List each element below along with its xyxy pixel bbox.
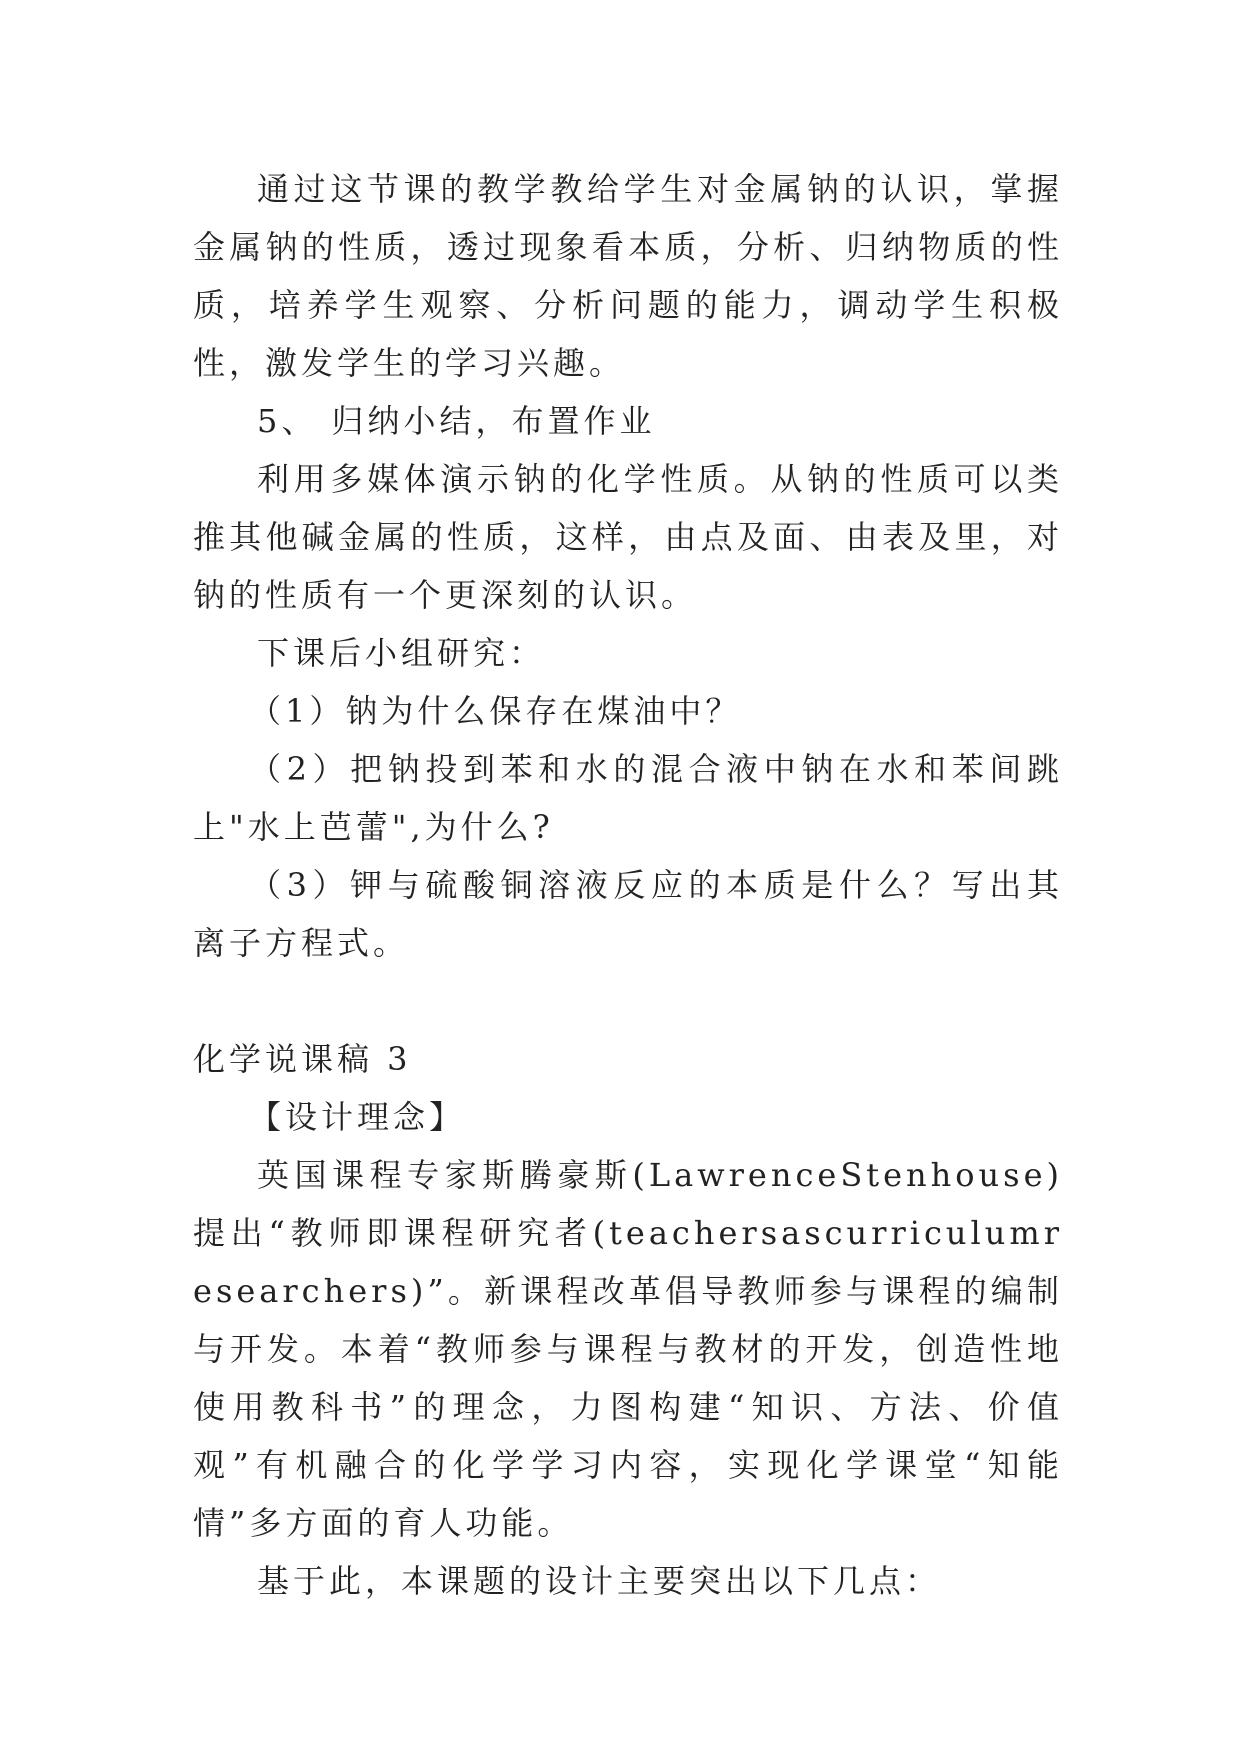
paragraph-multimedia: 利用多媒体演示钠的化学性质。从钠的性质可以类推其他碱金属的性质，这样，由点及面、由表及里，对钠的性质有一个更深刻的认识。 <box>193 460 1063 614</box>
paragraph-group-research: 下课后小组研究： <box>257 634 546 672</box>
section-spacer <box>193 972 1063 1030</box>
paragraph-summary-heading: 5、 归纳小结，布置作业 <box>257 402 656 440</box>
document-body <box>193 160 1063 1610</box>
section-title: 化学说课稿 3 <box>193 1040 412 1078</box>
question-item-3: （3）钾与硫酸铜溶液反应的本质是什么？写出其离子方程式。 <box>193 866 1063 962</box>
question-item-1: （1）钠为什么保存在煤油中？ <box>249 692 742 730</box>
paragraph-teaching-goal: 通过这节课的教学教给学生对金属钠的认识，掌握金属钠的性质，透过现象看本质，分析、归纳物质的性质，培养学生观察、分析问题的能力，调动学生积极性，激发学生的学习兴趣。 <box>193 170 1063 382</box>
design-concept-heading: 【设计理念】 <box>249 1098 466 1136</box>
paragraph-design-points: 基于此，本课题的设计主要突出以下几点： <box>257 1562 942 1600</box>
paragraph-stenhouse: 英国课程专家斯腾豪斯(LawrenceStenhouse)提出“教师即课程研究者(teachersascurriculumresearchers)”。新课程改革倡导教师参与课程的编制与开发。本着“教师参与课程与教材的开发，创造性地使用教科书”的理念，力图构建“知识、方法、价值观”有机融合的化学学习内容，实现化学课堂“知能情”多方面的育人功能。 <box>193 1156 1063 1542</box>
question-item-2: （2）把钠投到苯和水的混合液中钠在水和苯间跳上"水上芭蕾",为什么? <box>193 750 1063 846</box>
